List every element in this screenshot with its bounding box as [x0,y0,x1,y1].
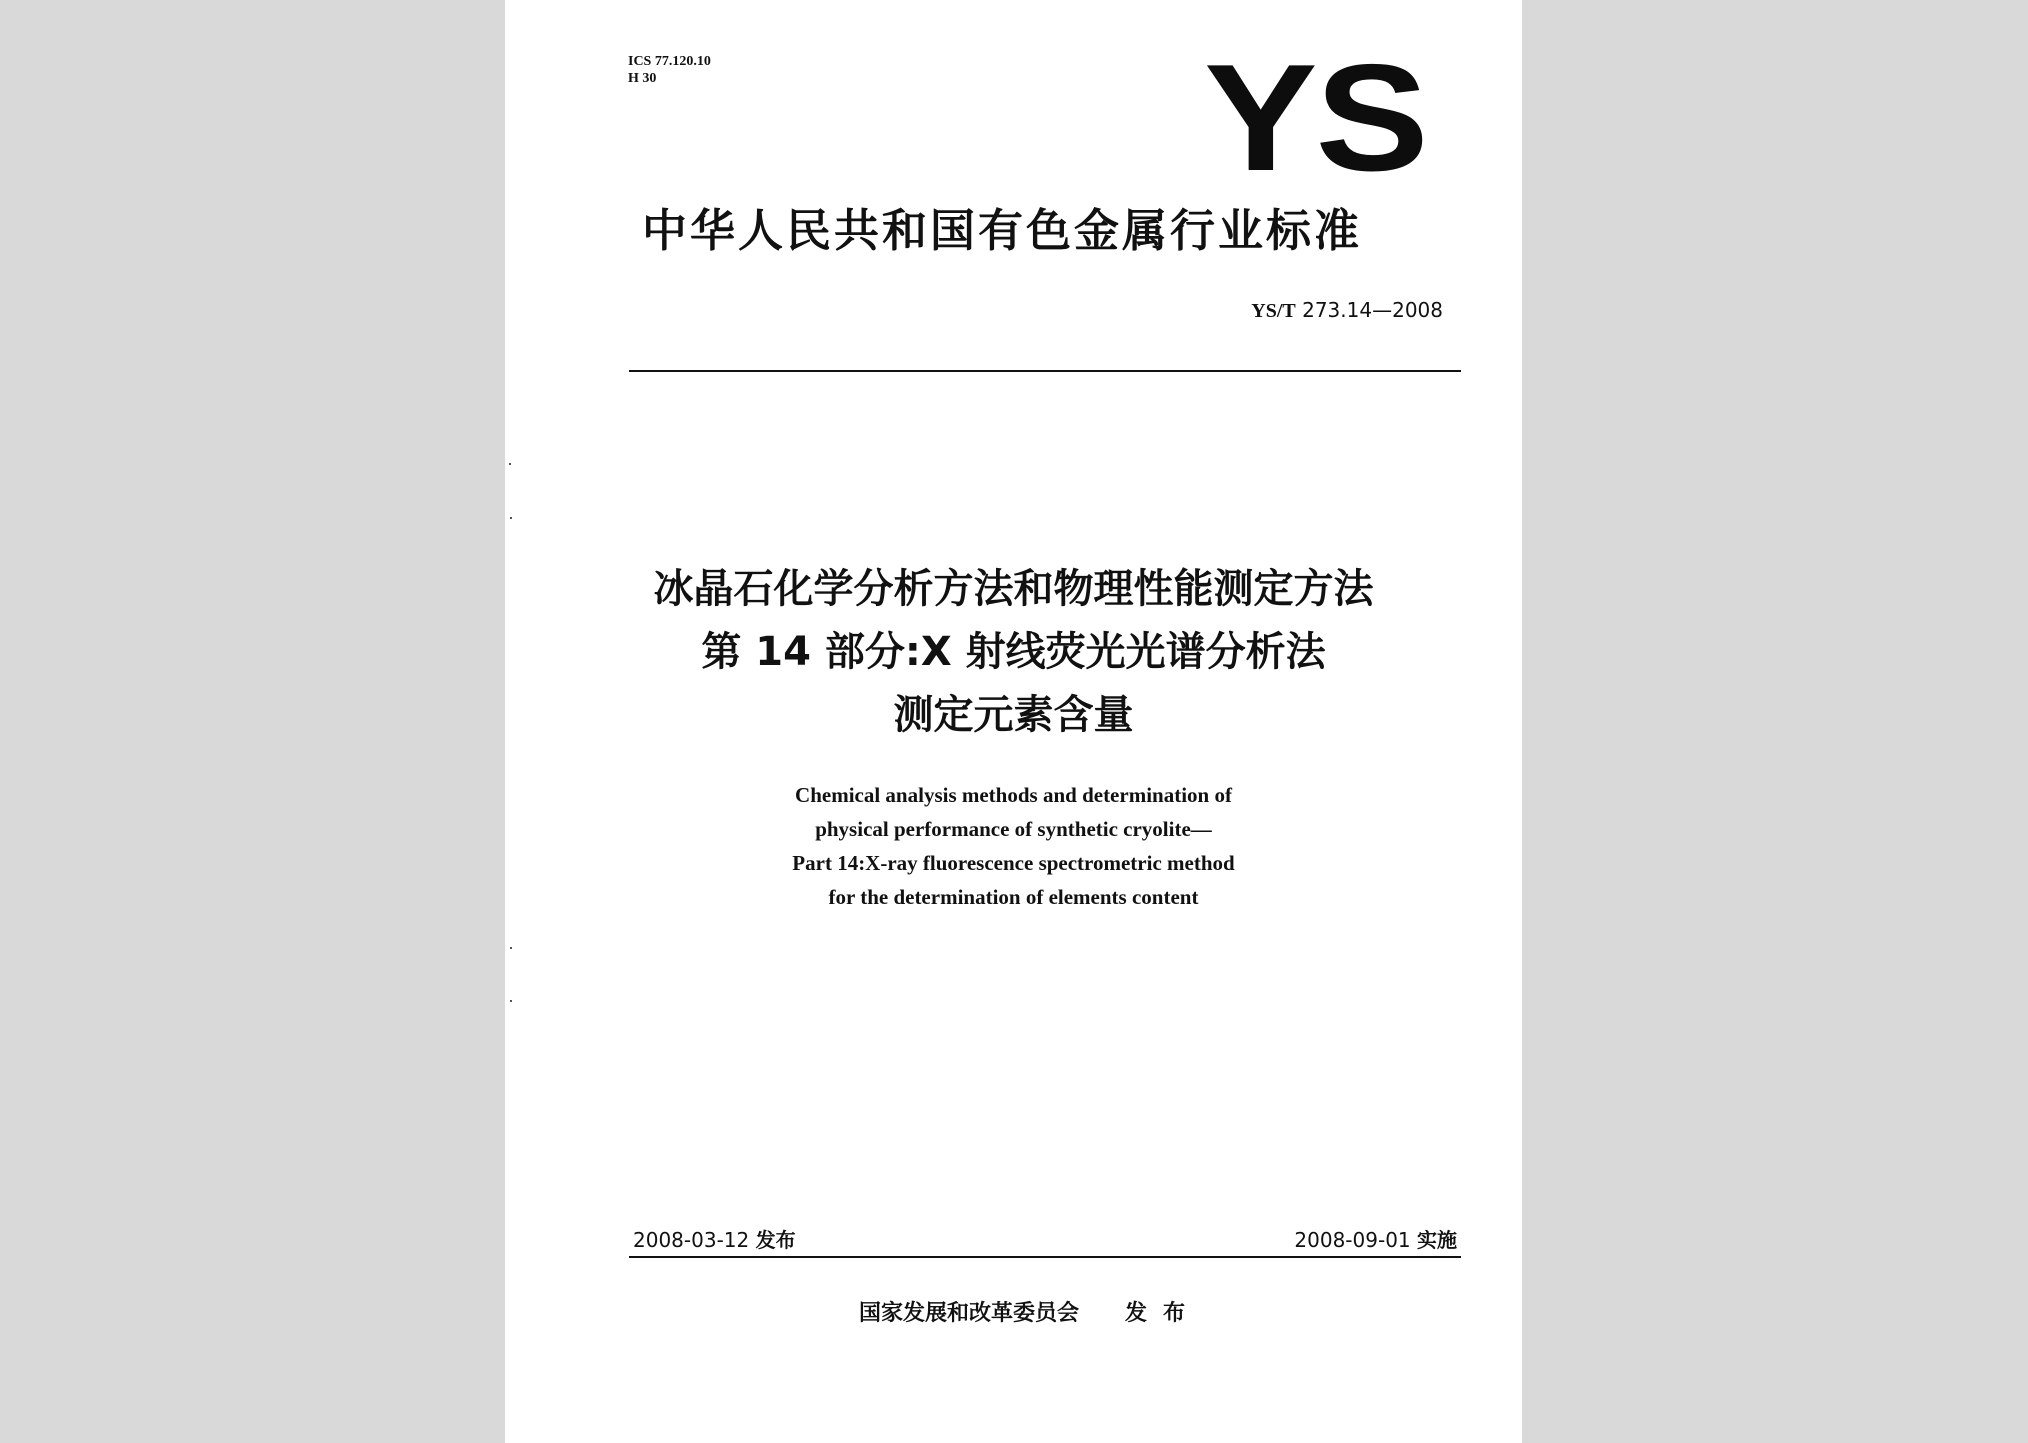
publisher-action: 发布 [1125,1301,1202,1326]
bottom-divider [629,1256,1461,1258]
document-page [505,0,1522,1443]
ys-logo: YS [1204,33,1427,203]
margin-mark [509,463,511,465]
chinese-title-line: 测定元素含量 [893,692,1134,738]
english-title-line: Chemical analysis methods and determination of [795,783,1232,807]
english-title [505,778,1522,914]
standard-number-prefix: YS/T [1251,300,1296,322]
top-divider [629,370,1461,372]
ics-code: ICS 77.120.10 [628,54,711,69]
english-title-line: physical performance of synthetic cryolite— [815,817,1212,841]
margin-mark [510,1000,512,1002]
english-title-line: Part 14:X-ray fluorescence spectrometric method [792,851,1235,875]
chinese-title-line: 冰晶石化学分析方法和物理性能测定方法 [653,566,1374,612]
publisher-line [859,1299,1201,1329]
standard-number [1251,298,1443,323]
implement-date-value: 2008-09-01 [1294,1228,1411,1252]
chinese-title-line: 第 14 部分:X 射线荧光光谱分析法 [701,629,1326,675]
issue-date-value: 2008-03-12 [633,1228,750,1252]
publisher-name: 国家发展和改革委员会 [859,1301,1080,1326]
margin-mark [510,517,512,519]
implement-date [1294,1226,1457,1254]
ccs-code: H 30 [628,71,657,86]
issue-date [633,1226,796,1254]
standard-number-value: 273.14—2008 [1302,298,1443,322]
implement-date-label: 实施 [1417,1228,1457,1252]
classification-codes [628,53,711,87]
chinese-title [505,558,1522,747]
standard-category-title: 中华人民共和国有色金属行业标准 [642,204,1363,257]
english-title-line: for the determination of elements content [828,885,1199,909]
issue-date-label: 发布 [755,1228,796,1252]
margin-mark [510,947,512,949]
